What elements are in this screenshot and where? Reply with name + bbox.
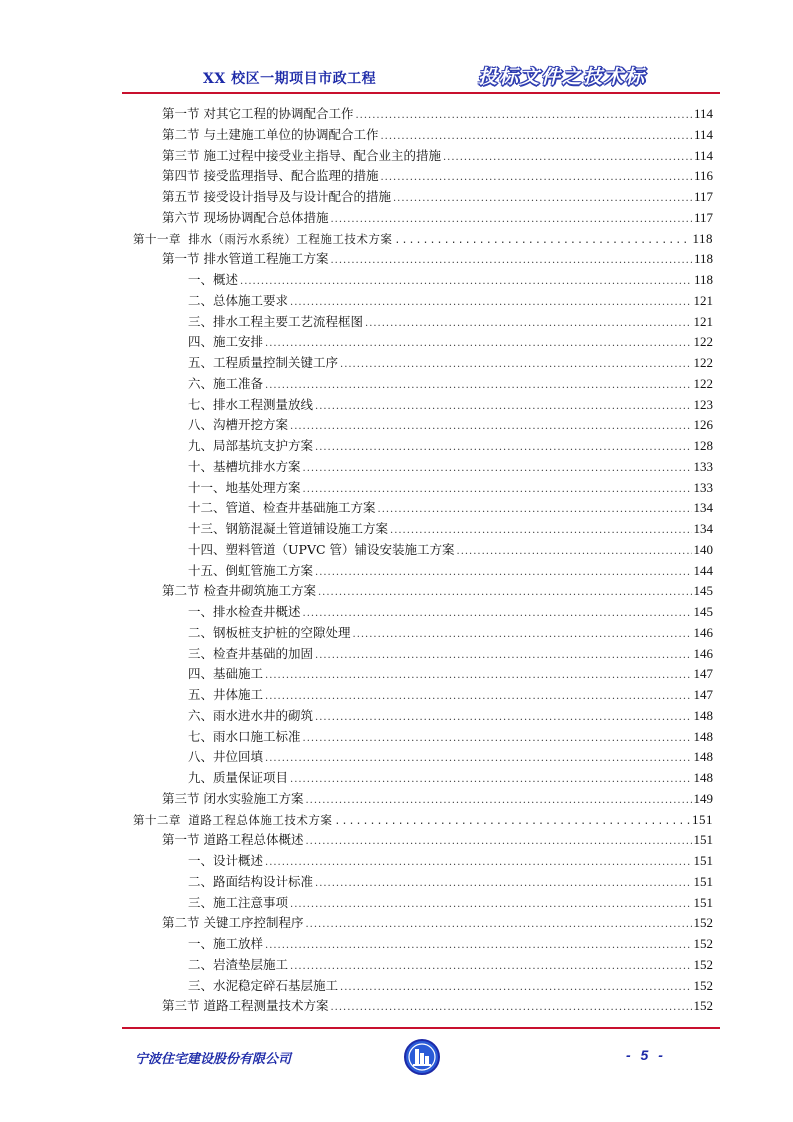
toc-page-number: 152 bbox=[693, 977, 713, 993]
toc-page-number: 117 bbox=[693, 189, 713, 204]
toc-item-entry[interactable] bbox=[188, 414, 713, 435]
toc-item-entry[interactable] bbox=[188, 456, 713, 477]
toc-page-number: 118 bbox=[693, 251, 713, 267]
toc-entry-title: 五、井体施工 bbox=[188, 687, 264, 702]
toc-page-number: 122 bbox=[693, 334, 713, 350]
toc-page-number: 134 bbox=[693, 521, 713, 536]
toc-entry-title: 二、路面结构设计标准 bbox=[188, 873, 314, 889]
toc-entry-title: 一、施工放样 bbox=[188, 936, 264, 951]
toc-item-entry[interactable] bbox=[188, 477, 713, 498]
toc-entry-title: 第三节 闭水实验施工方案 bbox=[162, 790, 304, 806]
toc-entry-title: 十四、塑料管道（UPVC 管）铺设安装施工方案 bbox=[188, 541, 455, 557]
toc-entry-title: 一、设计概述 bbox=[188, 853, 264, 868]
toc-page-number: 118 bbox=[693, 272, 713, 287]
toc-page-number: 151 bbox=[693, 832, 713, 848]
toc-page-number: 148 bbox=[693, 707, 713, 723]
toc-entry-title: 第三节 道路工程测量技术方案 bbox=[162, 998, 329, 1014]
toc-entry-title: 九、质量保证项目 bbox=[188, 770, 289, 785]
toc-entry-title: 二、总体施工要求 bbox=[188, 292, 289, 308]
toc-leader-dots bbox=[330, 997, 691, 1018]
toc-item-entry[interactable] bbox=[188, 394, 713, 415]
toc-page-number: 114 bbox=[693, 126, 713, 142]
toc-page-number: 148 bbox=[693, 749, 713, 765]
document-slogan: 投标文件之技术标 bbox=[478, 66, 647, 88]
toc-entry-title: 七、排水工程测量放线 bbox=[188, 396, 314, 412]
toc-section-entry[interactable] bbox=[162, 103, 713, 124]
toc-item-entry[interactable] bbox=[188, 497, 713, 518]
header-rule bbox=[122, 92, 720, 94]
toc-page-number: 147 bbox=[693, 687, 713, 702]
toc-page-number: 140 bbox=[693, 541, 713, 557]
footer-rule bbox=[122, 1027, 720, 1029]
toc-entry-title: 十五、倒虹管施工方案 bbox=[188, 562, 314, 578]
page-header bbox=[0, 0, 793, 100]
toc-entry-title: 六、雨水进水井的砌筑 bbox=[188, 707, 314, 723]
toc-item-entry[interactable] bbox=[188, 954, 713, 975]
toc-item-entry[interactable] bbox=[188, 746, 713, 767]
toc-page-number: 152 bbox=[693, 956, 713, 972]
toc-page-number: 128 bbox=[693, 438, 713, 453]
toc-item-entry[interactable] bbox=[188, 560, 713, 581]
toc-item-entry[interactable] bbox=[188, 705, 713, 726]
toc-section-entry[interactable] bbox=[162, 829, 713, 850]
toc-page-number: 152 bbox=[693, 936, 713, 951]
toc-item-entry[interactable] bbox=[188, 331, 713, 352]
toc-item-entry[interactable] bbox=[188, 933, 713, 954]
toc-section-entry[interactable] bbox=[162, 165, 713, 186]
toc-chapter-entry[interactable] bbox=[133, 228, 713, 249]
toc-item-entry[interactable] bbox=[188, 622, 713, 643]
toc-page-number: 146 bbox=[693, 645, 713, 661]
toc-section-entry[interactable] bbox=[162, 788, 713, 809]
toc-page-number: 144 bbox=[693, 562, 713, 578]
toc-page-number: 151 bbox=[693, 894, 713, 910]
toc-entry-title: 第五节 接受设计指导及与设计配合的措施 bbox=[162, 189, 391, 204]
toc-section-entry[interactable] bbox=[162, 124, 713, 145]
toc-item-entry[interactable] bbox=[188, 871, 713, 892]
toc-entry-title: 第十二章 道路工程总体施工技术方案 bbox=[133, 812, 333, 827]
toc-page-number: 133 bbox=[693, 458, 713, 474]
toc-page-number: 122 bbox=[693, 355, 713, 370]
toc-item-entry[interactable] bbox=[188, 269, 713, 290]
toc-item-entry[interactable] bbox=[188, 290, 713, 311]
toc-page-number: 126 bbox=[693, 417, 713, 433]
toc-page-number: 151 bbox=[693, 853, 713, 868]
toc-section-entry[interactable] bbox=[162, 145, 713, 166]
toc-page-number: 134 bbox=[693, 500, 713, 516]
toc-entry-title: 第一节 对其它工程的协调配合工作 bbox=[162, 106, 354, 121]
toc-page-number: 152 bbox=[693, 998, 713, 1014]
toc-page-number: 148 bbox=[693, 770, 713, 785]
toc-entry-title: 四、基础施工 bbox=[188, 666, 264, 682]
toc-section-entry[interactable] bbox=[162, 207, 713, 228]
toc-page-number: 122 bbox=[693, 375, 713, 391]
toc-page-number: 121 bbox=[693, 313, 713, 329]
toc-page-number: 116 bbox=[693, 168, 713, 184]
toc-item-entry[interactable] bbox=[188, 726, 713, 747]
toc-page-number: 145 bbox=[693, 583, 713, 599]
company-name: 宁波住宅建设股份有限公司 bbox=[135, 1052, 292, 1067]
toc-entry-title: 八、沟槽开挖方案 bbox=[188, 417, 289, 433]
toc-item-entry[interactable] bbox=[188, 684, 713, 705]
toc-page-number: 152 bbox=[693, 915, 713, 931]
toc-entry-title: 十一、地基处理方案 bbox=[188, 479, 301, 495]
page-number: - 5 - bbox=[626, 1047, 666, 1063]
toc-page-number: 146 bbox=[693, 624, 713, 640]
toc-entry-title: 十、基槽坑排水方案 bbox=[188, 458, 301, 474]
toc-entry-title: 八、井位回填 bbox=[188, 749, 264, 765]
toc-chapter-entry[interactable] bbox=[133, 809, 713, 830]
toc-entry-title: 一、概述 bbox=[188, 272, 239, 287]
toc-entry-title: 三、水泥稳定碎石基层施工 bbox=[188, 977, 339, 993]
toc-entry-title: 第二节 与土建施工单位的协调配合工作 bbox=[162, 126, 379, 142]
toc-entry-title: 五、工程质量控制关键工序 bbox=[188, 355, 339, 370]
toc-entry-title: 四、施工安排 bbox=[188, 334, 264, 350]
toc-entry-title: 三、排水工程主要工艺流程框图 bbox=[188, 313, 364, 329]
toc-item-entry[interactable] bbox=[188, 311, 713, 332]
toc-entry-title: 第二节 关键工序控制程序 bbox=[162, 915, 304, 931]
toc-entry-title: 二、钢板桩支护桩的空隙处理 bbox=[188, 624, 351, 640]
toc-item-entry[interactable] bbox=[188, 601, 713, 622]
toc-entry-title: 二、岩渣垫层施工 bbox=[188, 956, 289, 972]
toc-entry-title: 第一节 排水管道工程施工方案 bbox=[162, 251, 329, 267]
toc-item-entry[interactable] bbox=[188, 767, 713, 788]
toc-entry-title: 六、施工准备 bbox=[188, 375, 264, 391]
toc-section-entry[interactable] bbox=[162, 580, 713, 601]
toc-page-number: 147 bbox=[693, 666, 713, 682]
toc-entry-title: 十三、钢筋混凝土管道铺设施工方案 bbox=[188, 521, 389, 536]
toc-item-entry[interactable] bbox=[188, 518, 713, 539]
toc-item-entry[interactable] bbox=[188, 435, 713, 456]
company-logo-icon bbox=[403, 1038, 441, 1076]
toc-item-entry[interactable] bbox=[188, 373, 713, 394]
toc-page-number: 114 bbox=[693, 147, 713, 163]
project-title: XX 校区一期项目市政工程 bbox=[203, 71, 377, 87]
toc-page-number: 121 bbox=[693, 292, 713, 308]
toc-entry-title: 七、雨水口施工标准 bbox=[188, 728, 301, 744]
toc-section-entry[interactable] bbox=[162, 995, 713, 1016]
toc-item-entry[interactable] bbox=[188, 352, 713, 373]
toc-entry-title: 第一节 道路工程总体概述 bbox=[162, 832, 304, 848]
toc-entry-title: 三、检查井基础的加固 bbox=[188, 645, 314, 661]
toc-page-number: 145 bbox=[693, 604, 713, 619]
toc-item-entry[interactable] bbox=[188, 643, 713, 664]
toc-section-entry[interactable] bbox=[162, 248, 713, 269]
toc-page-number: 133 bbox=[693, 479, 713, 495]
toc-page-number: 151 bbox=[693, 873, 713, 889]
toc-item-entry[interactable] bbox=[188, 539, 713, 560]
toc-page-number: 118 bbox=[692, 230, 713, 246]
toc-section-entry[interactable] bbox=[162, 186, 713, 207]
toc-page-number: 123 bbox=[693, 396, 713, 412]
toc-page-number: 117 bbox=[693, 209, 713, 225]
toc-entry-title: 第六节 现场协调配合总体措施 bbox=[162, 209, 329, 225]
toc-entry-title: 第十一章 排水（雨污水系统）工程施工技术方案 bbox=[133, 231, 393, 246]
toc-section-entry[interactable] bbox=[162, 912, 713, 933]
toc-item-entry[interactable] bbox=[188, 975, 713, 996]
toc-entry-title: 三、施工注意事项 bbox=[188, 894, 289, 910]
toc-entry-title: 一、排水检查井概述 bbox=[188, 604, 301, 619]
toc-page-number: 151 bbox=[692, 811, 713, 827]
toc-item-entry[interactable] bbox=[188, 663, 713, 684]
toc-page-number: 149 bbox=[693, 790, 713, 806]
toc-page-number: 114 bbox=[693, 106, 713, 121]
toc-item-entry[interactable] bbox=[188, 892, 713, 913]
toc-entry-title: 第三节 施工过程中接受业主指导、配合业主的措施 bbox=[162, 147, 441, 163]
toc-page-number: 148 bbox=[693, 728, 713, 744]
toc-entry-title: 十二、管道、检查井基础施工方案 bbox=[188, 500, 376, 516]
toc-entry-title: 第二节 检查井砌筑施工方案 bbox=[162, 583, 316, 599]
toc-entry-title: 第四节 接受监理指导、配合监理的措施 bbox=[162, 168, 379, 184]
toc-entry-title: 九、局部基坑支护方案 bbox=[188, 438, 314, 453]
toc-item-entry[interactable] bbox=[188, 850, 713, 871]
